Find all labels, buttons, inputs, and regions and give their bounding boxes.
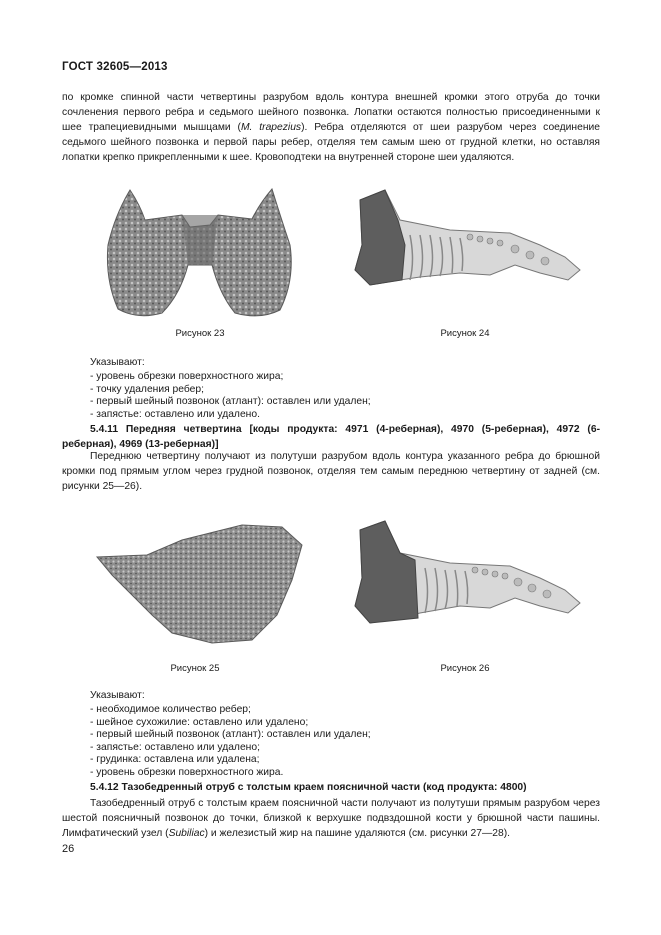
paragraph-text: ) и железистый жир на пашине удаляются (см. рисунки 27—28). [204,828,511,839]
paragraph-text: по кромке спинной части четвертины разрубом вдоль контура внешней кромки этого отруба до точки сочленения первого ребра и седьмого шейного позвонка. Лопатки остаются полностью присоединенными к шее трапециевидными мышцами ( [62,92,600,133]
latin-term: Subiliac [168,828,205,839]
section-heading-5-4-11: 5.4.11 Передняя четвертина [коды продукта: 4971 (4-реберная), 4970 (5-реберная), 4972 (6-реберная), 4969 (13-реберная)] [62,424,600,450]
list-item: - шейное сухожилие: оставлено или удалено; [90,717,371,730]
list-item: - точку удаления ребер; [90,384,371,397]
standard-header: ГОСТ 32605—2013 [62,61,168,73]
figure-25-image [92,515,307,650]
paragraph-hindquarter [62,796,600,841]
figure-26-image [340,518,590,630]
page-number: 26 [62,843,75,855]
list-intro: Указывают: [90,357,145,368]
list-item: - первый шейный позвонок (атлант): оставлен или удален; [90,396,371,409]
list-item: - первый шейный позвонок (атлант): оставлен или удален; [90,729,371,742]
figure-23-image [100,185,300,325]
list-item: - запястье: оставлено или удалено; [90,742,371,755]
paragraph-text: ). Ребра отделяются от шеи разрубом через соединение седьмого шейного позвонка и первой пары ребер, отделяя тем самым шею от грудной клетки, но оставляя лопатки крепко прикрепленными к шее. Кровоподтеки на внутренней стороне шеи удаляются. [62,122,601,163]
list-intro: Указывают: [90,690,145,701]
section-heading-5-4-12: 5.4.12 Тазобедренный отруб с толстым краем поясничной части (код продукта: 4800) [90,782,527,793]
list-item: - уровень обрезки поверхностного жира; [90,371,371,384]
list-item: - грудинка: оставлена или удалена; [90,754,371,767]
paragraph-shoulders [62,90,600,165]
figure-25-caption: Рисунок 25 [170,663,220,674]
paragraph-forequarter: Переднюю четвертину получают из полутуши разрубом вдоль контура указанного ребра до брюшной кромки под прямым углом через грудной позвонок, отделяя тем самым переднюю четвертину от задней (см. рисунки 25—26). [62,451,600,492]
figure-23-caption: Рисунок 23 [175,328,225,339]
indication-list-1 [90,371,371,421]
paragraph-text: Тазобедренный отруб с толстым краем поясничной части получают из полутуши прямым разрубом через шестой поясничный позвонок до точки, близкой к верхушке подвздошной кости у брюшной части пашины. Лимфатический узел ( [62,798,600,839]
figure-24-image [340,185,590,305]
list-item: - необходимое количество ребер; [90,704,371,717]
latin-term: M. trapezius [240,122,302,133]
list-item: - уровень обрезки поверхностного жира. [90,767,371,780]
figure-24-caption: Рисунок 24 [440,328,490,339]
indication-list-2 [90,704,371,780]
figure-26-caption: Рисунок 26 [440,663,490,674]
list-item: - запястье: оставлено или удалено. [90,409,371,422]
